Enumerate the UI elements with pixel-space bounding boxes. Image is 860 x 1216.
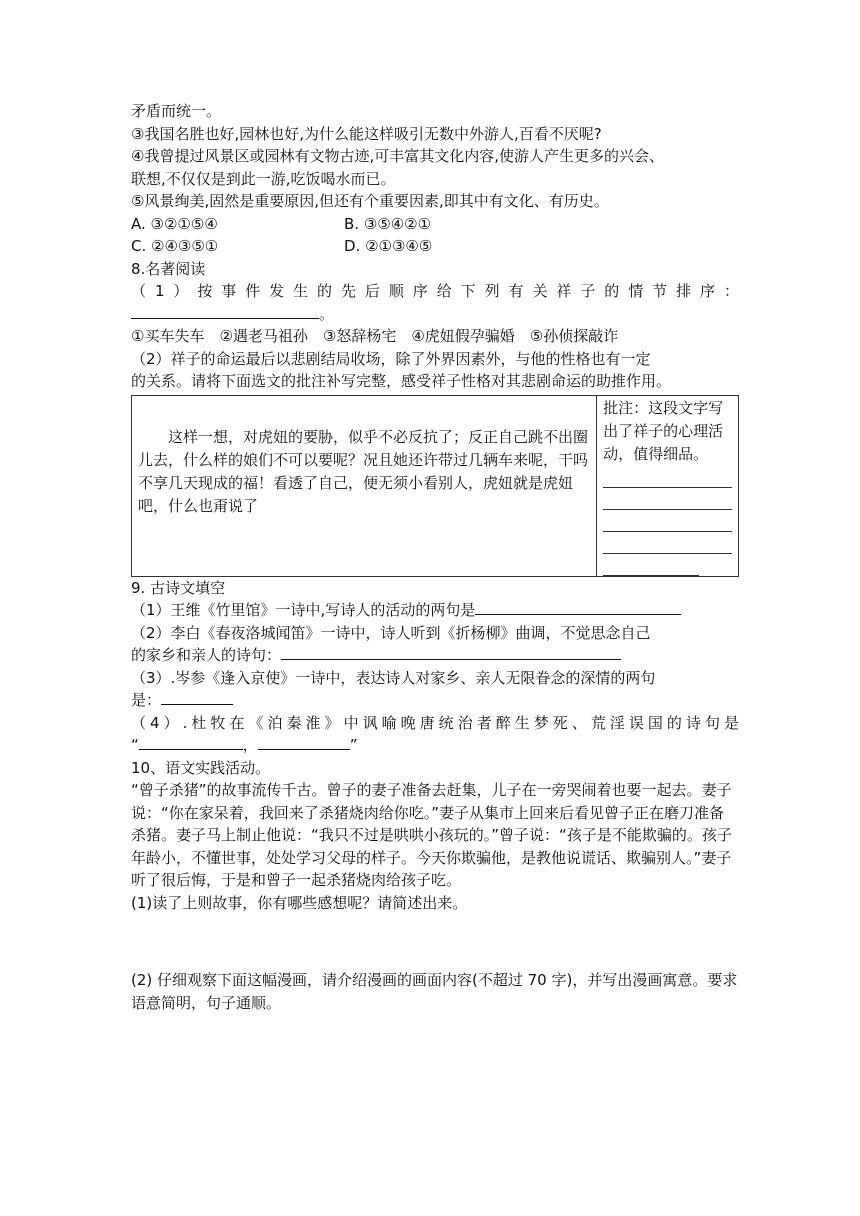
q10-story: “曾子杀猪”的故事流传千古。曾子的妻子准备去赶集，儿子在一旁哭闹着也要一起去。妻子说：“你在家呆着，我回来了杀猪烧肉给你吃。”妻子从集市上回来后看见曾子正在磨刀准备杀猪。妻子马上制止他说：“我只不过是哄哄小孩玩的。”曾子说：“孩子是不能欺骗的。孩子年龄小，不懂世事，处处学习父母的样子。今天你欺骗他，是教他说谎话、欺骗别人。”妻子听了很后悔，于是和曾子一起杀猪烧肉给孩子吃。	[131, 781, 732, 889]
q10-question-2: (2) 仔细观察下面这幅漫画，请介绍漫画的画面内容(不超过 70 字)，并写出漫画寓意。要求语意简明，句子通顺。	[131, 971, 738, 1012]
q8-part1-answer-row	[131, 303, 739, 326]
passage-cell	[132, 395, 597, 576]
q8-part1-end: 。	[319, 304, 335, 323]
note-cell	[597, 395, 739, 576]
q7-sentence-4b: 联想,不仅仅是到此一游,吃饭喝水而已。	[131, 169, 396, 188]
q7-sentence-4a: ④我曾提过风景区或园林有文物古迹,可丰富其文化内容,使游人产生更多的兴会、	[131, 147, 664, 165]
q9-item-1	[131, 599, 739, 622]
q8-part2-line-a: （2）祥子的命运最后以悲剧结局收场，除了外界因素外，与他的性格也有一定	[131, 349, 651, 368]
answer-space[interactable]	[131, 914, 739, 969]
q9-item-2a: （2）李白《春夜洛城闻笛》一诗中，诗人听到《折杨柳》曲调，不觉思念自己	[131, 623, 651, 642]
annotation-table	[131, 395, 739, 577]
note-answer-line[interactable]	[603, 510, 732, 532]
worksheet-page	[131, 100, 739, 1014]
q7-text-line: 矛盾而统一。	[131, 102, 222, 120]
q9-item-2-blank[interactable]	[281, 645, 621, 660]
q9-item-4a: （4）.杜牧在《泊秦淮》中讽喻晚唐统治者醉生梦死、荒淫误国的诗句是	[131, 713, 739, 732]
q9-item-4-blank-1[interactable]	[139, 735, 243, 750]
option-c[interactable]: C. ②④③⑤①	[131, 237, 219, 255]
q9-title: 9. 古诗文填空	[131, 578, 226, 597]
q8-events-list: ①买车失车 ②遇老马祖孙 ③怒辞杨宅 ④虎妞假孕骗婚 ⑤孙侦探敲诈	[131, 327, 619, 345]
q9-item-2-text: 的家乡和亲人的诗句：	[131, 646, 282, 664]
q9-item-3-text: 是：	[131, 691, 162, 709]
q7-sentence-3: ③我国名胜也好,园林也好,为什么能这样吸引无数中外游人,百看不厌呢?	[131, 124, 602, 143]
note-text: 批注：这段文字写出了祥子的心理活动，值得细品。	[603, 398, 724, 463]
q7-sentence-5: ⑤风景绚美,固然是重要原因,但还有个重要因素,即其中有文化、有历史。	[131, 192, 609, 210]
q9-item-1-text: （1）王维《竹里馆》一诗中,写诗人的活动的两句是	[131, 601, 476, 619]
open-quote: “	[131, 736, 139, 754]
q9-item-3-blank[interactable]	[161, 690, 233, 705]
option-a[interactable]: A. ③②①⑤④	[131, 214, 218, 233]
q9-item-3b	[131, 689, 739, 712]
q10-title: 10、语文实践活动。	[131, 758, 271, 777]
q8-part1-answer-blank[interactable]	[131, 304, 319, 319]
q9-item-4-blank-2[interactable]	[258, 735, 350, 750]
option-d[interactable]: D. ②①③④⑤	[344, 237, 433, 255]
q9-item-1-blank[interactable]	[475, 600, 681, 615]
q7-options-row-2	[131, 235, 739, 258]
q7-options-row-1	[131, 213, 739, 236]
note-answer-line[interactable]	[603, 488, 732, 510]
q8-title: 8.名著阅读	[131, 259, 206, 278]
q8-part2-line-b: 的关系。请将下面选文的批注补写完整，感受祥子性格对其悲剧命运的助推作用。	[131, 372, 672, 390]
q10-question-1: (1)读了上则故事，你有哪些感想呢？请简述出来。	[131, 893, 468, 912]
q9-item-2b	[131, 644, 739, 667]
q9-item-3a: （3）.岑参《逢入京使》一诗中，表达诗人对家乡、亲人无限眷念的深情的两句	[131, 668, 656, 687]
option-b[interactable]: B. ③⑤④②①	[344, 214, 432, 233]
q8-part1-prompt: （1）按事件发生的先后顺序给下列有关祥子的情节排序：	[131, 282, 739, 300]
close-quote: ”	[349, 736, 358, 754]
q9-item-4b	[131, 734, 739, 757]
note-answer-line[interactable]	[603, 554, 699, 576]
note-answer-line[interactable]	[603, 466, 732, 488]
passage-text: 这样一想，对虎妞的要胁，似乎不必反抗了；反正自己跳不出圈儿去，什么样的娘们不可以要呢？况且她还许带过几辆车来呢，干吗不享几天现成的福！看透了自己，便无须小看别人，虎妞就是虎妞吧，什么也甭说了	[138, 427, 589, 515]
note-answer-line[interactable]	[603, 532, 732, 554]
comma: ，	[242, 736, 258, 754]
